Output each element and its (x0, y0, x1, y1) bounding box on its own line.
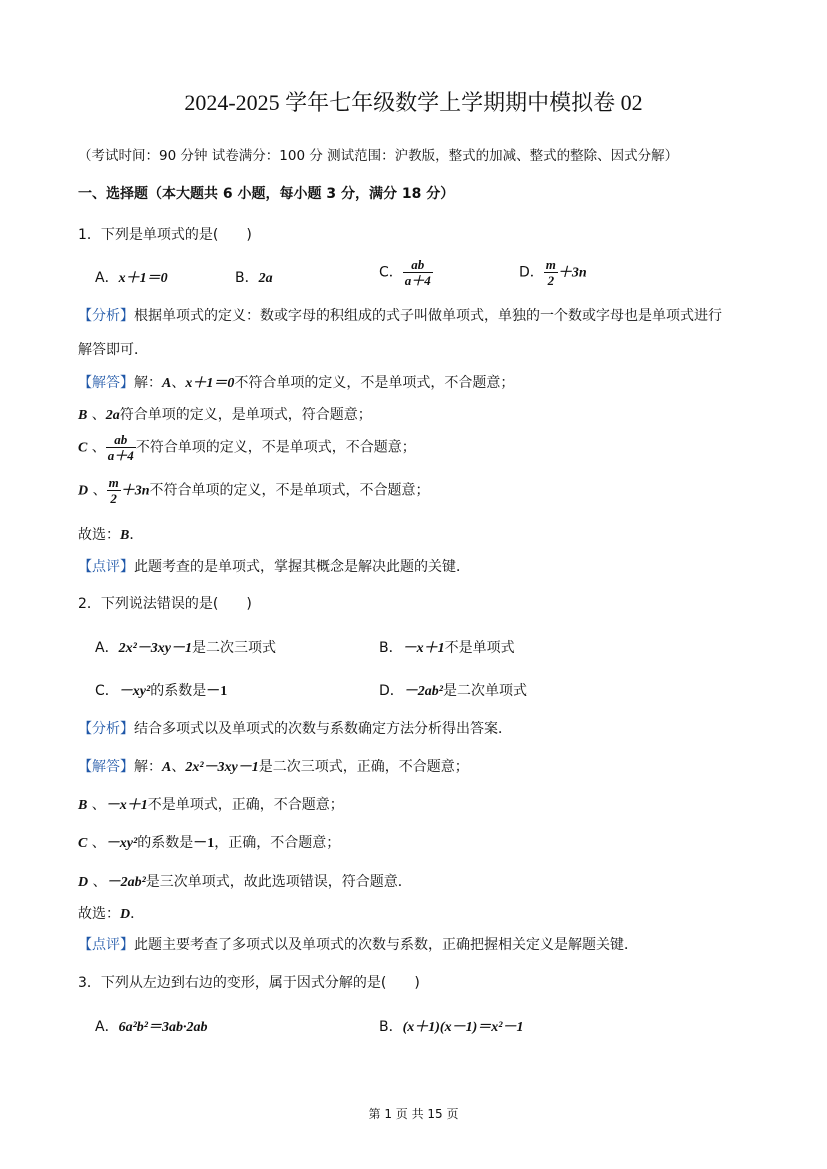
q1-option-d: D． $\frac{m}{2}$ ＋3n (519, 257, 587, 288)
q1-answer-a: 【解答】解：A、x＋1＝0不符合单项的定义，不是单项式，不合题意； (78, 375, 515, 391)
q1-review: 【点评】此题考查的是单项式，掌握其概念是解决此题的关键． (78, 559, 470, 575)
q2-answer-a: 【解答】解：A、2x²－3xy－1是二次三项式，正确，不合题意； (78, 759, 469, 775)
q2-option-a: A．2x²－3xy－1是二次三项式 (95, 640, 276, 656)
q1-choice: 故选：B． (78, 527, 144, 543)
q2-analysis: 【分析】结合多项式以及单项式的次数与系数确定方法分析得出答案． (78, 721, 512, 737)
q1-option-c: C． $\frac{ab}{a+4}$ (379, 257, 431, 288)
q2-option-b: B．－x＋1不是单项式 (379, 640, 515, 656)
q1-option-b: B．2a (235, 270, 273, 286)
exam-info: （考试时间：90 分钟 试卷满分：100 分 测试范围：沪教版，整式的加减、整式的整除、因式分解） (78, 148, 679, 164)
q1-answer-b: B 、2a符合单项的定义，是单项式，符合题意； (78, 407, 372, 423)
q1-analysis-cont: 解答即可． (78, 342, 148, 358)
q2-review: 【点评】此题主要考查了多项式以及单项式的次数与系数，正确把握相关定义是解题关键． (78, 937, 638, 953)
section-heading: 一、选择题（本大题共 6 小题，每小题 3 分，满分 18 分） (78, 186, 455, 202)
page-title: 2024-2025 学年七年级数学上学期期中模拟卷 02 (184, 90, 643, 115)
q2-answer-b: B 、－x＋1不是单项式，正确，不合题意； (78, 797, 344, 813)
question-1-stem: 1．下列是单项式的是( ) (78, 227, 252, 243)
question-3-stem: 3．下列从左边到右边的变形，属于因式分解的是( ) (78, 975, 420, 991)
q2-answer-d: D 、－2ab²是三次单项式，故此选项错误，符合题意． (78, 874, 412, 890)
q1-answer-d: D 、 $\frac{m}{2}$ ＋3n不符合单项的定义，不是单项式，不合题意； (78, 475, 430, 506)
question-2-stem: 2．下列说法错误的是( ) (78, 596, 252, 612)
q2-answer-c: C 、－xy²的系数是－1，正确，不合题意； (78, 835, 341, 851)
q2-option-d: D．－2ab²是二次单项式 (379, 683, 527, 699)
q2-choice: 故选：D． (78, 906, 145, 922)
q3-option-b: B．(x＋1)(x－1)＝x²－1 (379, 1019, 524, 1035)
page-footer: 第 1 页 共 15 页 (368, 1107, 459, 1121)
q1-analysis: 【分析】根据单项式的定义：数或字母的积组成的式子叫做单项式，单独的一个数或字母也是单项式进行 (78, 308, 722, 324)
q3-option-a: A．6a²b²＝3ab·2ab (95, 1019, 208, 1035)
q2-option-c: C．－xy²的系数是－1 (95, 683, 228, 699)
q1-option-a: A．x＋1＝0 (95, 270, 168, 286)
q1-answer-c: C 、 $\frac{ab}{a+4}$ 不符合单项的定义，不是单项式，不合题意； (78, 432, 416, 463)
